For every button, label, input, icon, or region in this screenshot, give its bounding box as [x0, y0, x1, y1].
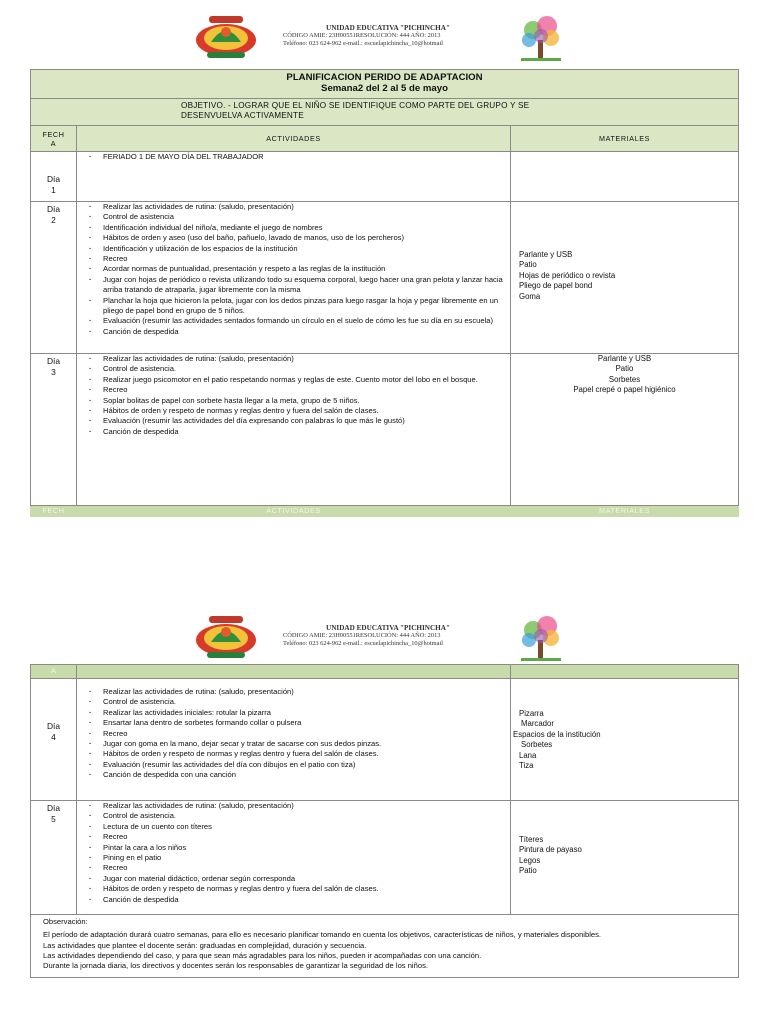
activity-item: · Hábitos de orden y aseo (uso del baño, pañuelo, lavado de manos, uso de los percheros) — [83, 233, 508, 243]
material-item: Lana — [519, 750, 537, 760]
materials-cell — [511, 679, 739, 801]
school-header — [193, 612, 571, 662]
material-item: Goma — [519, 291, 541, 301]
school-codes: CÓDIGO AMIE: 23H00551RESOLUCIÓN: 444 AÑO: 2013 — [283, 632, 441, 640]
activity-item: · Realizar las actividades de rutina: (saludo, presentación) — [83, 202, 508, 212]
activity-item: · Realizar las actividades de rutina: (saludo, presentación) — [83, 687, 508, 697]
col-fecha-2: A — [50, 138, 57, 148]
day-row-5 — [31, 801, 739, 915]
materials-cell — [511, 152, 739, 202]
tree-logo-icon — [511, 612, 571, 662]
activity-item: · Jugar con goma en la mano, dejar secar y tratar de sacarse con sus dedos pinzas. — [83, 739, 508, 749]
material-item: Parlante y USB — [519, 250, 573, 259]
day-label: Día — [46, 204, 61, 214]
activity-item: · Acordar normas de puntualidad, presentación y respeto a las reglas de la institución — [83, 264, 508, 274]
activity-item: · Control de asistencia. — [83, 364, 508, 374]
observation-line: Las actividades dependiendo del caso, y para que sean más agradables para los niños, pueden ir acompañadas con una canción. — [43, 950, 482, 960]
repeat-actividades: ACTIVIDADES — [77, 506, 511, 517]
activity-item: · Ensartar lana dentro de sorbetes formando collar o pulsera — [83, 718, 508, 728]
planning-table-week2 — [30, 69, 739, 517]
objective-row — [31, 99, 739, 126]
day-row-2 — [31, 202, 739, 354]
tree-logo-icon — [511, 12, 571, 62]
materials-cell — [511, 354, 739, 506]
activity-item: · Evaluación (resumir las actividades del día con dibujos en el patio con tiza) — [83, 760, 508, 770]
day-label: Día — [46, 356, 61, 366]
activity-list — [79, 687, 508, 781]
activity-item: · Soplar bolitas de papel con sorbete hasta llegar a la meta, grupo de 5 niños. — [83, 396, 508, 406]
material-item: Títeres — [519, 835, 544, 844]
activity-list — [79, 202, 508, 337]
activity-item: · Control de asistencia — [83, 212, 508, 222]
day-label: Día — [46, 803, 61, 813]
activity-item: · Lectura de un cuento con títeres — [83, 822, 508, 832]
activity-item: · Identificación y utilización de los espacios de la institución — [83, 244, 508, 254]
plan-title: PLANIFICACION PERIDO DE ADAPTACION — [286, 72, 483, 83]
material-item: Sorbetes — [608, 374, 641, 384]
materials-cell — [511, 801, 739, 915]
day-row-4 — [31, 679, 739, 801]
day-label: Día — [46, 721, 61, 731]
school-crest-icon — [193, 612, 259, 662]
school-contact: Teléfono: 023 624-962 e-mail.: escuelapichincha_10@hotmail — [283, 39, 444, 47]
activity-list — [79, 801, 508, 905]
activity-item: · Realizar las actividades iniciales: rotular la pizarra — [83, 708, 508, 718]
activity-item: · Control de asistencia. — [83, 697, 508, 707]
material-item: Patio — [519, 260, 537, 270]
activity-item: · Evaluación (resumir las actividades sentados formando un círculo en el suelo de cómo les fue su día en su escuela) — [83, 316, 508, 326]
col-materiales: MATERIALES — [511, 126, 739, 152]
material-item: Legos — [519, 855, 541, 865]
objective-line-2: DESENVUELVA ACTIVAMENTE — [181, 111, 304, 120]
planning-table-continued — [30, 664, 739, 978]
school-name: UNIDAD EDUCATIVA "PICHINCHA" — [326, 24, 450, 32]
repeat-fecha: FECH — [31, 506, 77, 517]
objective-line-1: OBJETIVO. - LOGRAR QUE EL NIÑO SE IDENTIFIQUE COMO PARTE DEL GRUPO Y SE — [181, 101, 530, 110]
day-label: Día — [46, 174, 61, 184]
activity-item: · Jugar con material didáctico, ordenar según corresponda — [83, 874, 508, 884]
material-item: Papel crepé o papel higiénico — [573, 385, 676, 395]
activity-item: · Recreo — [83, 385, 508, 395]
school-crest-icon — [193, 12, 259, 62]
title-row — [31, 70, 739, 99]
material-item: Hojas de periódico o revista — [519, 270, 616, 280]
activity-item: · Canción de despedida — [83, 427, 508, 437]
school-codes: CÓDIGO AMIE: 23H00551RESOLUCIÓN: 444 AÑO: 2013 — [283, 32, 441, 40]
activity-item: · FERIADO 1 DE MAYO DÍA DEL TRABAJADOR — [83, 152, 508, 162]
observation-row — [31, 915, 739, 978]
plan-subtitle: Semana2 del 2 al 5 de mayo — [321, 83, 448, 94]
observation-line: El período de adaptación durará cuatro semanas, para ello es necesario planificar tomando en cuenta los objetivos, características de niños, y materiales disponibles. — [43, 930, 602, 940]
school-contact: Teléfono: 023 624-962 e-mail.: escuelapichincha_10@hotmail — [283, 639, 444, 647]
continued-col-fecha: A — [31, 665, 77, 679]
activity-item: · Recreo — [83, 254, 508, 264]
col-fecha-1: FECH — [42, 129, 65, 139]
activity-item: · Hábitos de orden y respeto de normas y reglas dentro y fuera del salón de clases. — [83, 749, 508, 759]
observation-title: Observación: — [43, 917, 88, 926]
observation-line: Las actividades que plantee el docente serán: graduadas en complejidad, duración y secuencia. — [43, 940, 367, 950]
material-item: Patio — [615, 364, 634, 374]
day-row-1 — [31, 152, 739, 202]
continued-header-row — [31, 665, 739, 679]
material-item: Pizarra — [519, 709, 544, 718]
activity-item: · Jugar con hojas de periódico o revista utilizando todo su esquema corporal, luego hacer una gran pelota y lanzar hacia arriba tratando de atraparla, jugar libremente con la misma — [83, 275, 508, 296]
day-number: 5 — [51, 813, 56, 824]
material-item: Parlante y USB — [597, 354, 652, 363]
material-item: Espacios de la institución — [513, 729, 601, 739]
activity-list — [79, 152, 508, 162]
repeat-materiales: MATERIALES — [511, 506, 739, 517]
activity-item: · Realizar juego psicomotor en el patio respetando normas y reglas de este. Cuento motor del lobo en el bosque. — [83, 375, 508, 385]
column-header-row — [31, 126, 739, 152]
day-number: 1 — [51, 184, 56, 195]
header-text — [283, 625, 483, 647]
material-item: Pliego de papel bond — [519, 281, 593, 291]
activity-item: · Canción de despedida con una canción — [83, 770, 508, 780]
material-item: Sorbetes — [521, 740, 553, 750]
school-header — [193, 12, 571, 62]
activity-item: · Canción de despedida — [83, 895, 508, 905]
activity-item: · Recreo — [83, 729, 508, 739]
activity-item: · Realizar las actividades de rutina: (saludo, presentación) — [83, 354, 508, 364]
day-row-3 — [31, 354, 739, 506]
school-name: UNIDAD EDUCATIVA "PICHINCHA" — [326, 624, 450, 632]
materials-cell — [511, 202, 739, 354]
activity-list — [79, 354, 508, 437]
activity-item: · Identificación individual del niño/a, mediante el juego de nombres — [83, 223, 508, 233]
activity-item: · Canción de despedida — [83, 327, 508, 337]
day-number: 3 — [51, 366, 56, 377]
activity-item: · Pintar la cara a los niños — [83, 843, 508, 853]
day-number: 4 — [51, 731, 56, 742]
day-number: 2 — [51, 214, 56, 225]
observation-line: Durante la jornada diaria, los directivos y docentes serán los responsables de garantizar la seguridad de los niños. — [43, 961, 428, 971]
activity-item: · Realizar las actividades de rutina: (saludo, presentación) — [83, 801, 508, 811]
activity-item: · Recreo — [83, 863, 508, 873]
activity-item: · Pining en el patio — [83, 853, 508, 863]
material-item: Patio — [519, 866, 537, 876]
repeated-header-row — [31, 506, 739, 517]
material-item: Pintura de payaso — [519, 845, 582, 855]
activity-item: · Planchar la hoja que hicieron la pelota, jugar con los dedos pinzas para luego rasgar la hoja y pegar libremente en un pliego de papel bond en grupo de 5 niños. — [83, 296, 508, 317]
material-item: Tiza — [519, 761, 534, 771]
activity-item: · Hábitos de orden y respeto de normas y reglas dentro y fuera del salón de clases. — [83, 884, 508, 894]
activity-item: · Control de asistencia. — [83, 811, 508, 821]
material-item: Marcador — [521, 719, 554, 729]
activity-item: · Recreo — [83, 832, 508, 842]
page-2 — [0, 600, 768, 1024]
col-actividades: ACTIVIDADES — [77, 126, 511, 152]
header-text — [283, 25, 483, 47]
activity-item: · Evaluación (resumir las actividades del día expresando con palabras lo que más le gustó) — [83, 416, 508, 426]
activity-item: · Hábitos de orden y respeto de normas y reglas dentro y fuera del salón de clases. — [83, 406, 508, 416]
